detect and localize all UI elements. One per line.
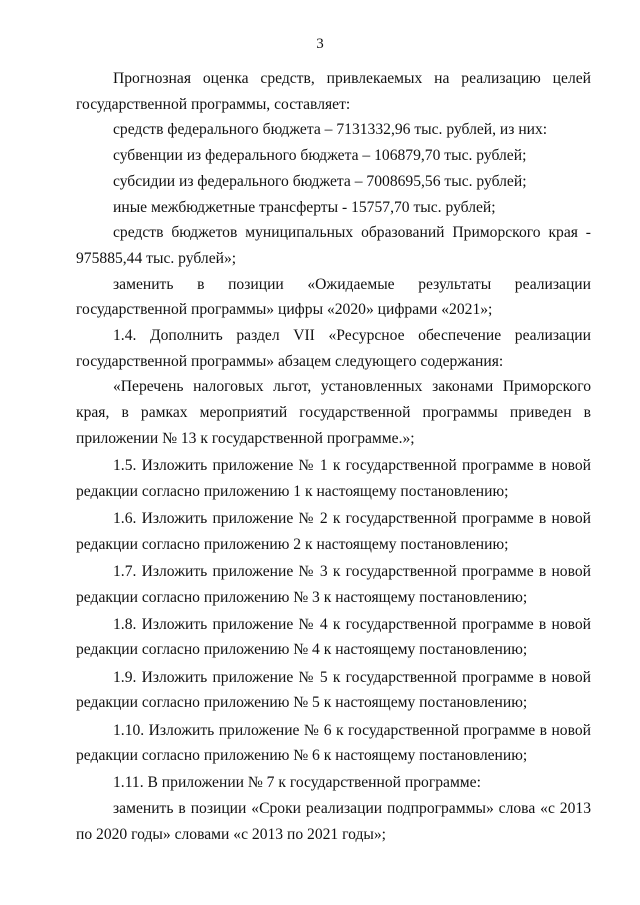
paragraph-item-1-8: 1.8. Изложить приложение № 4 к государственной программе в новой редакции согласно приложению № 4 к настоящему постановлению; (76, 615, 591, 659)
paragraph-interbudget-transfers: иные межбюджетные трансферты - 15757,70 тыс. рублей; (113, 198, 496, 216)
paragraph-municipal-budgets: средств бюджетов муниципальных образований Приморского края - 975885,44 тыс. рублей»; (76, 224, 591, 267)
paragraph-subsidies: субсидии из федерального бюджета – 7008695,56 тыс. рублей; (113, 172, 527, 190)
paragraph-item-1-9: 1.9. Изложить приложение № 5 к государственной программе в новой редакции согласно приложению № 5 к настоящему постановлению; (76, 668, 591, 712)
paragraph-item-1-7: 1.7. Изложить приложение № 3 к государственной программе в новой редакции согласно приложению № 3 к настоящему постановлению; (76, 562, 591, 606)
paragraph-expected-results: заменить в позиции «Ожидаемые результаты реализации государственной программы» цифры «2020» цифрами «2021»; (76, 275, 591, 319)
paragraph-item-1-4: 1.4. Дополнить раздел VII «Ресурсное обеспечение реализации государственной программы» абзацем следующего содержания: (76, 327, 591, 370)
paragraph-federal-budget: средств федерального бюджета – 7131332,96 тыс. рублей, из них: (113, 121, 548, 139)
document-body (76, 66, 591, 848)
paragraph-subventions: субвенции из федерального бюджета – 106879,70 тыс. рублей; (113, 147, 527, 165)
paragraph-item-1-5: 1.5. Изложить приложение № 1 к государственной программе в новой редакции согласно приложению 1 к настоящему постановлению; (76, 457, 591, 500)
paragraph-item-1-11: 1.11. В приложении № 7 к государственной программе: (113, 774, 481, 792)
paragraph-subprogram-terms: заменить в позиции «Сроки реализации подпрограммы» слова «с 2013 по 2020 годы» словами «с 2013 по 2021 годы»; (76, 800, 591, 843)
page-number: 3 (316, 36, 324, 52)
paragraph-tax-benefits-quote: «Перечень налоговых льгот, установленных законами Приморского края, в рамках мероприятий государственной программы приведен в приложении № 13 к государственной программе.»; (76, 378, 591, 447)
paragraph-item-1-10: 1.10. Изложить приложение № 6 к государственной программе в новой редакции согласно приложению № 6 к настоящему постановлению; (76, 721, 591, 765)
paragraph-item-1-6: 1.6. Изложить приложение № 2 к государственной программе в новой редакции согласно приложению 2 к настоящему постановлению; (76, 509, 591, 553)
paragraph-funding-estimate: Прогнозная оценка средств, привлекаемых на реализацию целей государственной программы, составляет: (76, 70, 591, 113)
